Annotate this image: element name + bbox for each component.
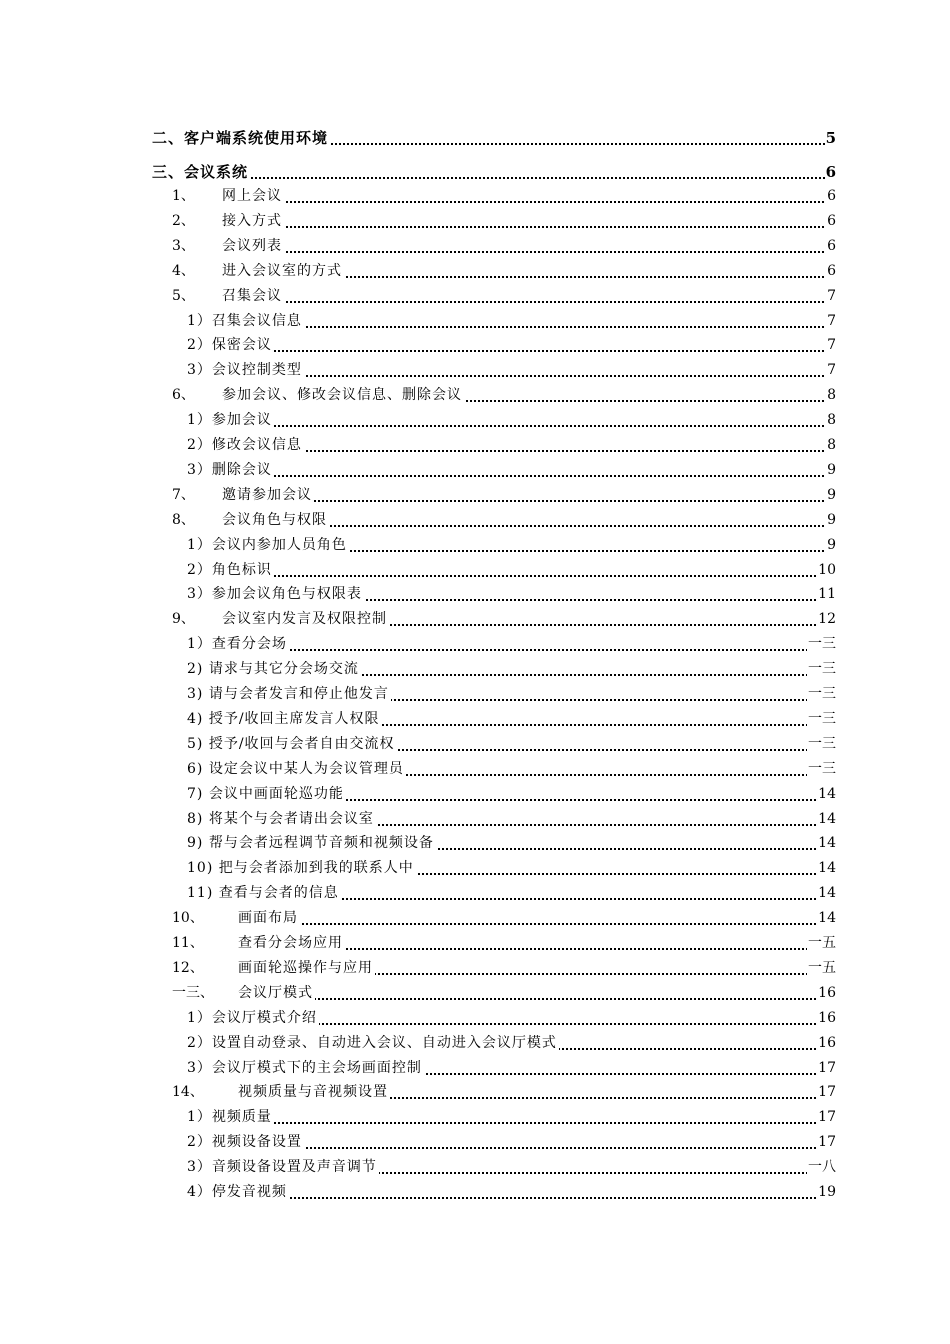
toc-entry[interactable] [0,783,950,805]
dot-leader [187,415,836,427]
toc-entry-page: 9 [826,459,836,481]
toc-entry[interactable] [0,882,950,904]
toc-entry-title: 召集会议 [222,285,284,307]
toc-entry[interactable] [0,161,950,183]
toc-entry-page: 14 [817,907,836,929]
toc-entry[interactable] [0,758,950,780]
toc-entry-number: 1、 [172,188,195,204]
toc-entry[interactable] [0,1007,950,1029]
toc-entry[interactable] [0,459,950,481]
toc-entry-title: 3）参加会议角色与权限表 [187,583,364,605]
toc-entry-title: 9) 帮与会者远程调节音频和视频设备 [187,832,436,854]
toc-entry-page: 9 [826,509,836,531]
toc-entry-page: 一三 [807,633,836,655]
toc-entry-page: 9 [826,534,836,556]
toc-entry[interactable] [0,658,950,680]
toc-entry-page: 一五 [807,932,836,954]
toc-entry[interactable] [0,359,950,381]
toc-entry-page: 9 [826,484,836,506]
toc-entry-number: 3、 [172,237,195,254]
toc-entry-title: 2）保密会议 [187,334,274,356]
toc-entry-page: 19 [817,1181,836,1203]
toc-entry[interactable] [0,1106,950,1128]
dot-leader [238,988,836,1000]
toc-entry-title: 网上会议 [222,185,284,207]
toc-entry-title: 进入会议室的方式 [222,260,344,282]
dot-leader [222,216,836,228]
toc-entry-title: 1）视频质量 [187,1106,274,1128]
toc-entry[interactable] [0,384,950,406]
toc-entry-page: 16 [817,982,836,1004]
toc-entry[interactable] [0,1131,950,1153]
toc-entry-title: 2）修改会议信息 [187,434,304,456]
toc-entry-number: 10、 [172,910,204,927]
toc-entry-page: 8 [826,434,836,456]
toc-entry[interactable] [0,185,950,207]
toc-entry-number: 7、 [172,486,195,503]
toc-entry-page: 6 [825,163,836,181]
toc-entry[interactable] [0,285,950,307]
toc-entry[interactable] [0,559,950,581]
toc-entry-title: 三、会议系统 [152,163,249,181]
toc-entry-page: 14 [817,808,836,830]
toc-entry-title: 4）停发音视频 [187,1181,289,1203]
toc-entry[interactable] [0,1032,950,1054]
toc-entry[interactable] [0,608,950,630]
toc-entry-page: 17 [817,1057,836,1079]
dot-leader [238,913,836,925]
dot-leader [187,1112,836,1124]
toc-entry-page: 一三 [807,708,836,730]
dot-leader [222,191,836,203]
toc-entry[interactable] [0,1081,950,1103]
toc-entry-page: 一三 [807,758,836,780]
toc-entry[interactable] [0,857,950,879]
toc-entry[interactable] [0,683,950,705]
toc-entry-title: 1）会议厅模式介绍 [187,1007,319,1029]
toc-entry-page: 6 [826,210,836,232]
toc-entry-title: 2）视频设备设置 [187,1131,304,1153]
toc-entry[interactable] [0,633,950,655]
toc-entry-page: 7 [826,310,836,332]
toc-entry[interactable] [0,733,950,755]
toc-entry-page: 14 [817,832,836,854]
toc-entry-title: 二、客户端系统使用环境 [152,129,329,147]
toc-entry-page: 14 [817,882,836,904]
toc-entry-page: 17 [817,1106,836,1128]
toc-entry-title: 2) 请求与其它分会场交流 [187,658,361,680]
toc-entry-title: 2）角色标识 [187,559,274,581]
toc-entry-title: 会议室内发言及权限控制 [222,608,389,630]
toc-entry-title: 1）召集会议信息 [187,310,304,332]
toc-entry-page: 6 [826,185,836,207]
toc-entry[interactable] [0,334,950,356]
toc-entry-title: 3）删除会议 [187,459,274,481]
toc-entry-title: 3）会议控制类型 [187,359,304,381]
toc-entry-title: 3) 请与会者发言和停止他发言 [187,683,391,705]
toc-entry-page: 17 [817,1131,836,1153]
toc-entry-number: 9、 [172,611,195,628]
toc-entry-page: 一三 [807,683,836,705]
toc-entry[interactable] [0,260,950,282]
toc-entry-title: 3）会议厅模式下的主会场画面控制 [187,1057,424,1079]
toc-entry-title: 接入方式 [222,210,284,232]
toc-entry-page: 一三 [807,733,836,755]
toc-entry-title: 会议厅模式 [238,982,315,1004]
toc-entry-page: 一八 [807,1156,836,1178]
toc-entry-title: 视频质量与音视频设置 [238,1081,390,1103]
toc-entry[interactable] [0,957,950,979]
toc-entry[interactable] [0,1181,950,1203]
toc-entry[interactable] [0,534,950,556]
toc-entry[interactable] [0,127,950,149]
toc-entry-number: 4、 [172,262,195,279]
dot-leader [152,167,836,179]
toc-entry-title: 6) 设定会议中某人为会议管理员 [187,758,406,780]
toc-entry[interactable] [0,1156,950,1178]
toc-entry[interactable] [0,708,950,730]
toc-entry-page: 12 [817,608,836,630]
toc-entry-page: 16 [817,1007,836,1029]
dot-leader [187,340,836,352]
toc-entry[interactable] [0,434,950,456]
toc-entry-page: 7 [826,334,836,356]
dot-leader [222,291,836,303]
toc-entry-page: 17 [817,1081,836,1103]
toc-entry[interactable] [0,235,950,257]
dot-leader [187,565,836,577]
toc-entry-page: 8 [826,384,836,406]
toc-entry-number: 8、 [172,511,195,528]
toc-entry-title: 5) 授予/收回与会者自由交流权 [187,733,397,755]
toc-entry[interactable] [0,1057,950,1079]
toc-entry-page: 6 [826,235,836,257]
toc-entry-number: 12、 [172,959,204,976]
toc-entry[interactable] [0,808,950,830]
toc-entry-title: 查看分会场应用 [238,932,345,954]
toc-entry[interactable] [0,982,950,1004]
dot-leader [222,241,836,253]
toc-entry-page: 14 [817,783,836,805]
toc-entry[interactable] [0,210,950,232]
toc-entry-page: 一三 [807,658,836,680]
toc-entry-title: 11) 查看与会者的信息 [187,882,341,904]
toc-entry-title: 会议列表 [222,235,284,257]
toc-entry-title: 画面布局 [238,907,300,929]
toc-entry-page: 7 [826,285,836,307]
toc-entry-title: 参加会议、修改会议信息、删除会议 [222,384,464,406]
toc-entry[interactable] [0,484,950,506]
toc-entry-title: 画面轮巡操作与应用 [238,957,375,979]
toc-entry-page: 14 [817,857,836,879]
toc-entry[interactable] [0,509,950,531]
toc-entry[interactable] [0,310,950,332]
toc-entry-page: 一五 [807,957,836,979]
toc-entry-page: 11 [817,583,836,605]
toc-entry-number: 11、 [172,935,204,951]
toc-entry[interactable] [0,409,950,431]
toc-entry-page: 6 [826,260,836,282]
toc-entry-page: 10 [817,559,836,581]
toc-entry-number: 2、 [172,212,195,229]
toc-entry-number: 14、 [172,1084,204,1101]
toc-entry-title: 2）设置自动登录、自动进入会议、自动进入会议厅模式 [187,1032,559,1054]
toc-entry-page: 8 [826,409,836,431]
toc-entry-title: 4) 授予/收回主席发言人权限 [187,708,382,730]
toc-entry-title: 3）音频设备设置及声音调节 [187,1156,379,1178]
toc-entry-title: 8) 将某个与会者请出会议室 [187,808,376,830]
toc-entry-title: 1）查看分会场 [187,633,289,655]
toc-entry-number: 6、 [172,387,195,404]
toc-entry-title: 1）参加会议 [187,409,274,431]
toc-entry[interactable] [0,907,950,929]
toc-entry-page: 7 [826,359,836,381]
toc-entry[interactable] [0,832,950,854]
toc-entry-number: 一三、 [172,984,214,1001]
toc-entry-title: 7) 会议中画面轮巡功能 [187,783,346,805]
toc-entry-title: 邀请参加会议 [222,484,314,506]
toc-entry[interactable] [0,583,950,605]
toc-entry-number: 5、 [172,287,195,304]
dot-leader [222,490,836,502]
toc-entry-page: 16 [817,1032,836,1054]
toc-entry-title: 会议角色与权限 [222,509,329,531]
toc-entry-title: 10) 把与会者添加到我的联系人中 [187,857,416,879]
toc-entry-title: 1）会议内参加人员角色 [187,534,349,556]
toc-entry-page: 5 [825,129,836,147]
toc-entry[interactable] [0,932,950,954]
dot-leader [187,465,836,477]
